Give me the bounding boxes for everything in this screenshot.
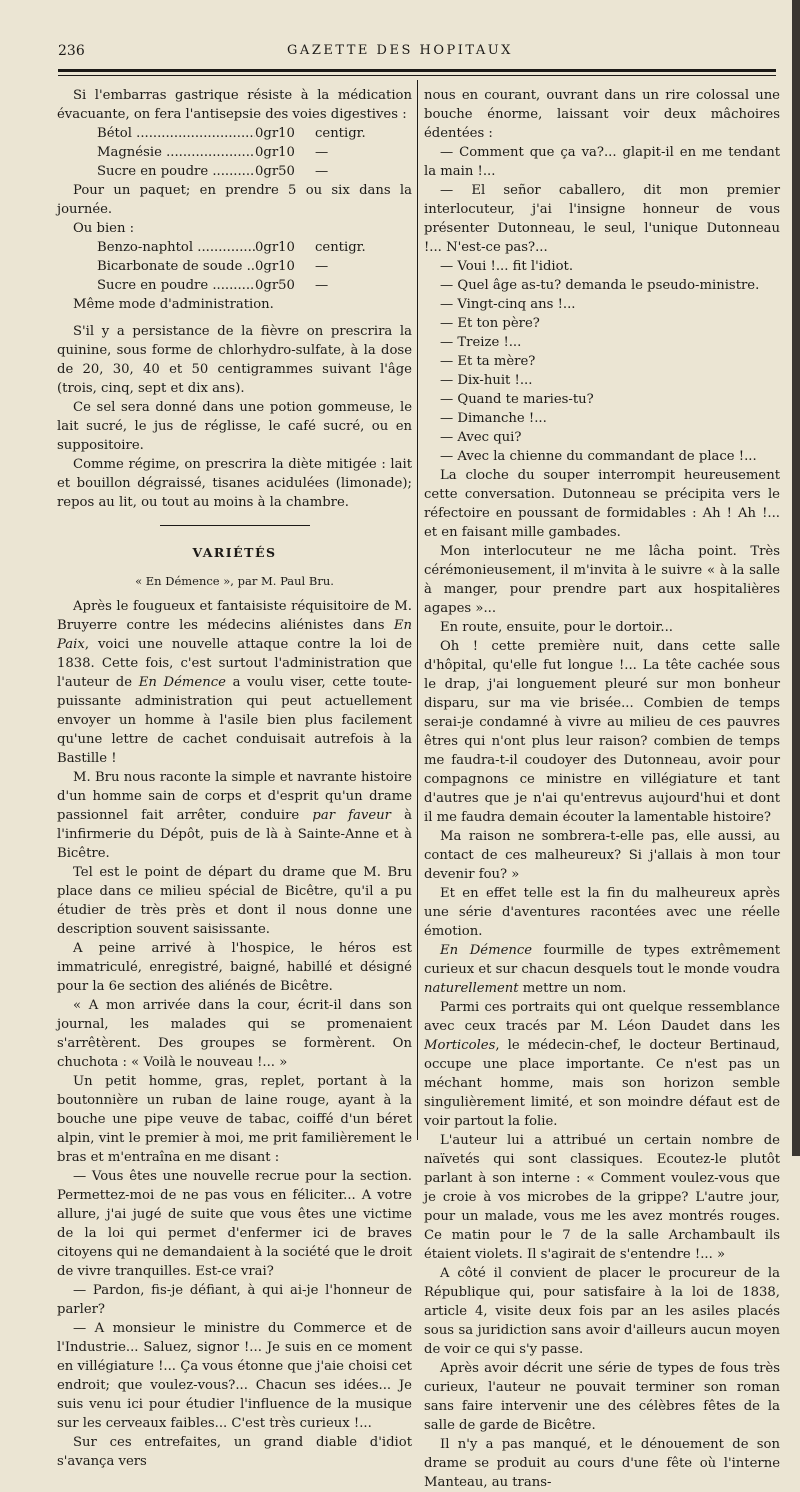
header-rule-thin [58, 75, 776, 76]
paragraph: Pour un paquet; en prendre 5 ou six dans la journée. [57, 183, 412, 217]
paragraph: — Quel âge as-tu? demanda le pseudo-ministre. [440, 278, 760, 293]
drug-name: Magnésie ..... [57, 143, 255, 162]
text-run: , le médecin-chef, le docteur Bertinaud, occupe une place importante. Ce n'est pas un méchant homme, mais son horizon semble singulièrement limité, et son moindre défaut est de voir partout la folie. [424, 1038, 780, 1129]
drug-qty: 0gr10 [255, 240, 295, 255]
prescription-line [57, 124, 412, 143]
text-run: M. Bru nous raconte la simple et navrante histoire d'un homme sain de corps et d'esprit qu'un drame passionnel fait arrêter, conduire [57, 770, 412, 823]
paragraph: Et en effet telle est la fin du malheureux après une série d'aventures racontées avec une réelle émotion. [424, 886, 780, 939]
header-rule-thick [58, 69, 776, 72]
paragraph: « A mon arrivée dans la cour, écrit-il dans son journal, les malades qui se promenaient s'arrêtèrent. Des groupes se formèrent. On chuchota : « Voilà le nouveau !... » [57, 998, 412, 1070]
prescription-line [57, 276, 412, 295]
drug-name: Benzo-naphtol ..... [57, 238, 255, 257]
paragraph: La cloche du souper interrompit heureusement cette conversation. Dutonneau se précipita vers le réfectoire en poussant de formidables : Ah ! Ah !... et en faisant mille gambades. [424, 468, 780, 540]
paragraph: A côté il convient de placer le procureur de la République qui, pour satisfaire à la loi de 1838, article 4, visite deux fois par an les asiles placés sous sa juridiction sans avoir d'ailleurs aucun moyen de voir ce qui s'y passe. [424, 1266, 780, 1357]
paragraph: Tel est le point de départ du drame que M. Bru place dans ce milieu spécial de Bicêtre, qu'il a pu étudier de très près et dont il nous donne une description souvent saisissante. [57, 865, 412, 937]
paragraph: — Dimanche !... [440, 411, 547, 426]
drug-qty: 0gr50 [255, 278, 295, 293]
paragraph: — Et ton père? [440, 316, 540, 331]
drug-unit: — [315, 145, 329, 160]
paragraph: nous en courant, ouvrant dans un rire colossal une bouche énorme, laissant voir deux mâchoires édentées : [424, 88, 780, 141]
paragraph: L'auteur lui a attribué un certain nombre de naïvetés qui sont classiques. Ecoutez-le plutôt parlant à son interne : « Comment voulez-vous que je croie à vos microbes de la grippe? L'autre jour, pour un malade, vous me les avez montrés rouges. Ce matin pour le 7 de la salle Archambault ils étaient violets. Il s'agirait de s'entendre !... » [424, 1133, 780, 1262]
paragraph: — Voui !... fit l'idiot. [440, 259, 574, 274]
book-title: En Démence [440, 943, 533, 958]
paragraph: Si l'embarras gastrique résiste à la médication évacuante, on fera l'antisepsie des voies digestives : [57, 88, 412, 122]
emphasis: naturellement [424, 981, 519, 996]
paragraph [424, 998, 780, 1131]
article-title: « En Démence », par M. Paul Bru. [135, 574, 334, 588]
paragraph: Après avoir décrit une série de types de fous très curieux, l'auteur ne pouvait terminer son roman sans faire intervenir une des célèbres fêtes de la salle de garde de Bicêtre. [424, 1361, 780, 1433]
text-run: , voici une nouvelle attaque contre la loi de 1838. Cette fois, c'est surtout l'administration que l'auteur de [57, 637, 412, 690]
drug-unit: — [315, 278, 329, 293]
paragraph: — Pardon, fis-je défiant, à qui ai-je l'honneur de parler? [57, 1283, 412, 1317]
paragraph: Même mode d'administration. [73, 297, 274, 312]
drug-qty: 0gr10 [255, 126, 295, 141]
paragraph: — Et ta mère? [440, 354, 536, 369]
paragraph: — Treize !... [440, 335, 522, 350]
text-run: à l'infirmerie du Dépôt, puis de là à Sainte-Anne et à Bicêtre. [57, 808, 412, 861]
paragraph: — A monsieur le ministre du Commerce et de l'Industrie... Saluez, signor !... Je suis en ce moment en villégiature !... Ça vous étonne que j'aie choisi cet endroit; que voulez-vous?... Chacun ses idées... Je suis venu ici pour étudier l'influence de la musique sur les cerveaux faibles... C'est très curieux !... [57, 1321, 412, 1431]
prescription-line [57, 162, 412, 181]
drug-name: Bicarbonate de soude ..... [57, 257, 255, 276]
paragraph [57, 768, 412, 863]
drug-qty: 0gr50 [255, 164, 295, 179]
paragraph: Ce sel sera donné dans une potion gommeuse, le lait sucré, le jus de réglisse, le café sucré, ou en suppositoire. [57, 400, 412, 453]
paragraph: — Quand te maries-tu? [440, 392, 594, 407]
text-run: Après le fougueux et fantaisiste réquisitoire de M. Bruyerre contre les médecins aliénistes dans [57, 599, 412, 633]
drug-qty: 0gr10 [255, 145, 295, 160]
paragraph: — Vingt-cinq ans !... [440, 297, 576, 312]
book-title: Morticoles [424, 1038, 496, 1053]
right-column [424, 86, 780, 1492]
drug-name: Sucre en poudre ..... [57, 162, 255, 181]
book-title: En Démence [138, 675, 226, 690]
column-divider [417, 80, 418, 1140]
paragraph: — Comment que ça va?... glapit-il en me tendant la main !... [424, 145, 780, 179]
paragraph: Oh ! cette première nuit, dans cette salle d'hôpital, qu'elle fut longue !... La tête cachée sous le drap, j'ai longuement pleuré sur mon bonheur disparu, sur ma vie brisée... Combien de temps serai-je condamné à vivre au milieu de ces pauvres êtres qui n'ont plus leur raison? combien de temps me faudra-t-il coudoyer des Dutonneau, avoir pour compagnons ce ministre en villégiature et tant d'autres que je n'ai qu'entrevus aujourd'hui et dont il me faudra demain écouter la lamentable histoire? [424, 639, 780, 825]
section-ornament [57, 516, 412, 535]
paragraph: En route, ensuite, pour le dortoir... [440, 620, 673, 635]
prescription-line [57, 238, 412, 257]
drug-name: Sucre en poudre ..... [57, 276, 255, 295]
paragraph: — Vous êtes une nouvelle recrue pour la section. Permettez-moi de ne pas vous en féliciter... A votre allure, j'ai jugé de suite que vous êtes une victime de la loi qui permet d'enfermer ici de braves citoyens qui ne demandaient à la société que le droit de vivre tranquilles. Est-ce vrai? [57, 1169, 412, 1279]
paragraph: S'il y a persistance de la fièvre on prescrira la quinine, sous forme de chlorhydro-sulfate, à la dose de 20, 30, 40 et 50 centigrammes suivant l'âge (trois, cinq, sept et dix ans). [57, 324, 412, 396]
drug-name: Bétol ..... [57, 124, 255, 143]
text-run: fourmille de types extrêmement curieux et sur chacun desquels tout le monde voudra [424, 943, 780, 977]
paragraph: Ma raison ne sombrera-t-elle pas, elle aussi, au contact de ces malheureux? Si j'allais à mon tour devenir fou? » [424, 829, 780, 882]
drug-unit: — [315, 164, 329, 179]
paragraph: — El señor caballero, dit mon premier interlocuteur, j'ai l'insigne honneur de vous présenter Dutonneau, le seul, l'unique Dutonneau !... N'est-ce pas?... [424, 183, 780, 255]
paragraph: Mon interlocuteur ne me lâcha point. Très cérémonieusement, il m'invita à le suivre « à la salle à manger, pour prendre part aux hospitalières agapes »... [424, 544, 780, 616]
paragraph: Comme régime, on prescrira la diète mitigée : lait et bouillon dégraissé, tisanes acidulées (limonade); repos au lit, ou tout au moins à la chambre. [57, 457, 412, 510]
section-title: VARIÉTÉS [192, 545, 277, 560]
prescription-2 [57, 238, 412, 295]
paragraph: Sur ces entrefaites, un grand diable d'idiot s'avança vers [57, 1435, 412, 1469]
text-run: a voulu viser, cette toute-puissante administration qui peut actuellement envoyer un homme à l'asile bien plus facilement qu'une lettre de cachet conduisait autrefois à la Bastille ! [57, 675, 412, 766]
book-title: En Paix [57, 618, 412, 652]
paragraph: — Dix-huit !... [440, 373, 533, 388]
paragraph [424, 941, 780, 998]
left-column [57, 86, 412, 1471]
paragraph [57, 597, 412, 768]
prescription-line [57, 143, 412, 162]
prescription-1 [57, 124, 412, 181]
prescription-line [57, 257, 412, 276]
text-run: mettre un nom. [518, 981, 627, 996]
paragraph: Il n'y a pas manqué, et le dénouement de son drame se produit au cours d'une fête où l'interne Manteau, au trans- [424, 1437, 780, 1490]
drug-unit: centigr. [315, 126, 366, 141]
page-edge-shadow [792, 0, 800, 1156]
journal-title: GAZETTE DES HOPITAUX [287, 43, 513, 58]
paragraph: Un petit homme, gras, replet, portant à la boutonnière un ruban de laine rouge, ayant à la bouche une pipe veuve de tabac, coiffé d'un béret alpin, vint le premier à moi, me prit familièrement le bras et m'entraîna en me disant : [57, 1074, 412, 1165]
page-number: 236 [58, 43, 85, 59]
paragraph: — Avec la chienne du commandant de place !... [440, 449, 757, 464]
drug-unit: — [315, 259, 329, 274]
text-run: Parmi ces portraits qui ont quelque ressemblance avec ceux tracés par M. Léon Daudet dans les [424, 1000, 780, 1034]
paragraph: Ou bien : [73, 221, 135, 236]
drug-qty: 0gr10 [255, 259, 295, 274]
paragraph: — Avec qui? [440, 430, 522, 445]
drug-unit: centigr. [315, 240, 366, 255]
paragraph: A peine arrivé à l'hospice, le héros est immatriculé, enregistré, baigné, habillé et désigné pour la 6e section des aliénés de Bicêtre. [57, 941, 412, 994]
emphasis: par faveur [312, 808, 391, 823]
